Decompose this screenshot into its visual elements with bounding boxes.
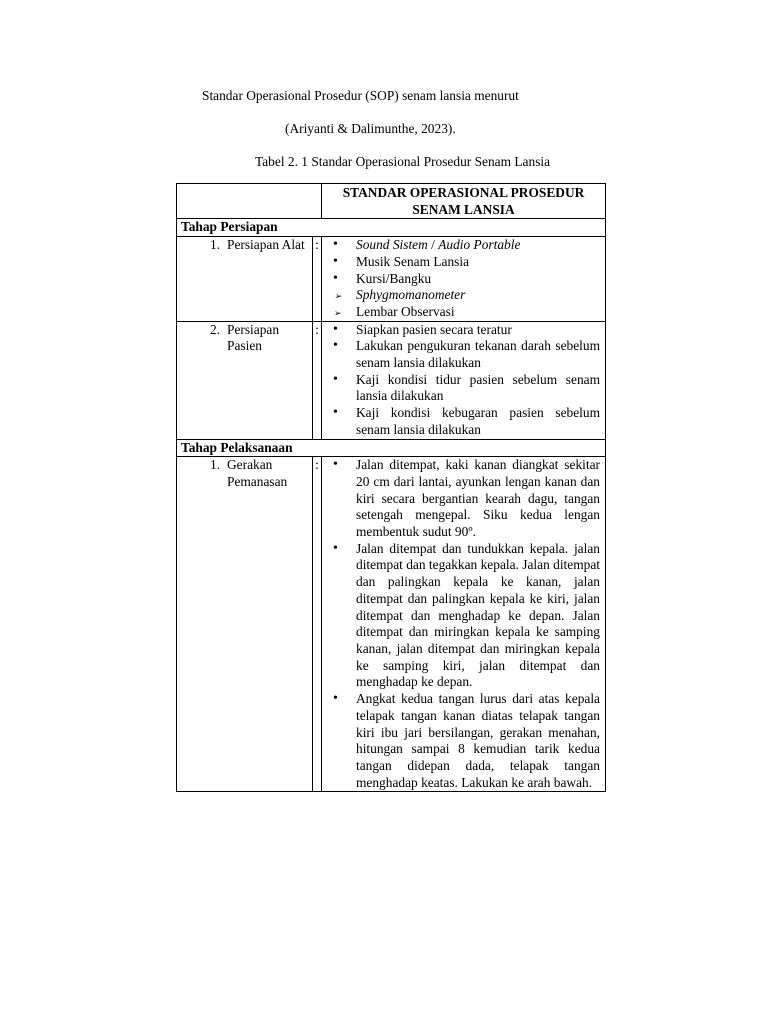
step-cell [177,457,313,792]
step-cell [177,321,313,439]
item-list-cell [322,457,606,792]
list-item: • Kursi/Bangku [326,271,600,288]
step-number: 2. [209,321,220,337]
item-list-cell [322,321,606,439]
section-title-prep: Tahap Persiapan [177,219,606,237]
step-number: 1. [209,457,220,473]
bullet-list [326,237,600,321]
intro-line-2: (Ariyanti & Dalimunthe, 2023). [285,121,456,136]
item-list-cell [322,237,606,322]
list-item: • Siapkan pasien secara teratur [326,322,600,339]
table-row [177,457,606,792]
colon-cell: : [313,457,322,792]
list-item: ➢ Sphygmomanometer [326,287,600,304]
table-caption: Tabel 2. 1 Standar Operasional Prosedur Senam Lansia [255,154,551,169]
section-row-exec [177,439,606,457]
table-row [177,237,606,322]
intro-line-1: Standar Operasional Prosedur (SOP) senam lansia menurut [202,88,519,103]
step-number: 1. [209,237,220,253]
table-row [177,321,606,439]
step-cell [177,237,313,322]
list-item: • Lakukan pengukuran tekanan darah sebelum senam lansia dilakukan [326,338,600,371]
sop-table [176,183,606,792]
step-label [182,237,307,254]
colon-cell: : [313,237,322,322]
item-sound: Sound Sistem [356,237,428,253]
header-blank-cell [177,184,322,219]
step-title: Gerakan Pemanasan [227,457,288,489]
table-header-row [177,184,606,219]
section-title-exec: Tahap Pelaksanaan [177,439,606,457]
list-item: ➢ Lembar Observasi [326,304,600,321]
list-item [326,237,600,254]
step-label [182,322,307,355]
bullet-list [326,322,600,439]
item-audio: Audio Portable [438,237,521,253]
step-label [182,457,307,490]
list-item: • Angkat kedua tangan lurus dari atas kepala telapak tangan kanan diatas telapak tangan kiri ibu jari bersilangan, gerakan menahan, hitungan sampai 8 kemudian tarik kedua tangan didepan dada, telapak tangan menghadap keatas. Lakukan ke arah bawah. [326,691,600,791]
list-item: • Jalan ditempat dan tundukkan kepala. jalan ditempat dan tegakkan kepala. Jalan ditempat dan palingkan kepala ke kanan, jalan ditempat dan palingkan kepala ke kiri, jalan ditempat dan menghadap ke depan. Jalan ditempat dan miringkan kepala ke samping kanan, jalan ditempat dan miringkan kepala ke samping kiri, jalan ditempat dan menghadap ke depan. [326,541,600,691]
header-line-1: STANDAR OPERASIONAL PROSEDUR [342,185,585,200]
table-header [322,184,606,219]
step-title: Persiapan Alat [227,237,305,253]
item-separator: / [427,237,439,253]
colon-cell: : [313,321,322,439]
section-row-prep [177,219,606,237]
step-title: Persiapan Pasien [227,321,280,354]
list-item: • Kaji kondisi tidur pasien sebelum senam lansia dilakukan [326,372,600,405]
bullet-list [326,457,600,791]
list-item: • Jalan ditempat, kaki kanan diangkat sekitar 20 cm dari lantai, ayunkan lengan kanan dan kiri secara bergantian kearah dagu, tangan setengah mengepal. Siku kedua lengan membentuk sudut 90º. [326,457,600,541]
list-item: • Musik Senam Lansia [326,254,600,271]
list-item: • Kaji kondisi kebugaran pasien sebelum senam lansia dilakukan [326,405,600,438]
header-line-2: SENAM LANSIA [412,201,515,217]
